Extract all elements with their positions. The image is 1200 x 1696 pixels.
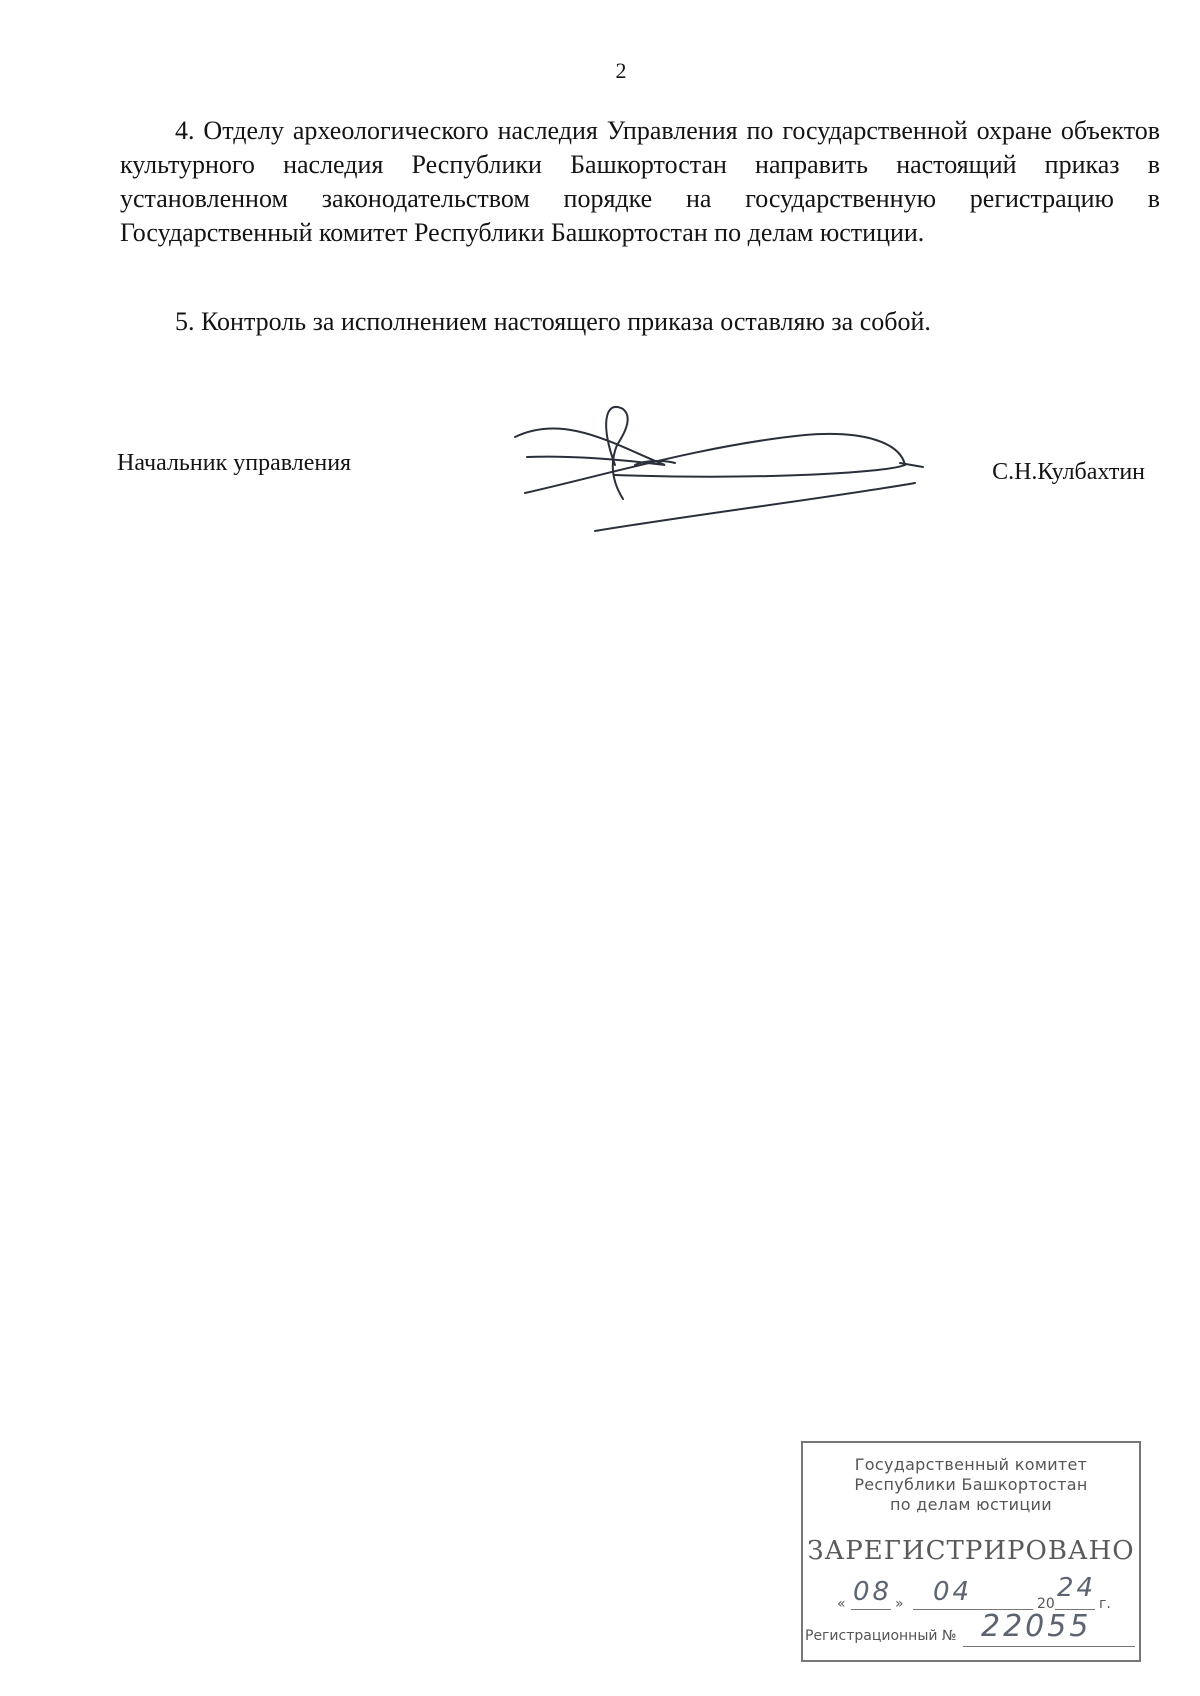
handwritten-signature <box>505 405 925 535</box>
paragraph-4 <box>120 114 1160 250</box>
stamp-reg-label: Регистрационный № <box>805 1628 957 1644</box>
stamp-day: 08 <box>853 1577 893 1607</box>
stamp-month: 04 <box>933 1577 973 1607</box>
stamp-org-line: Государственный комитет <box>854 1455 1088 1474</box>
signatory-title: Начальник управления <box>117 450 352 476</box>
paragraph-5-text: 5. Контроль за исполнением настоящего приказа оставляю за собой. <box>175 307 931 336</box>
stamp-organization <box>803 1455 1139 1515</box>
stamp-org-line: по делам юстиции <box>890 1495 1052 1514</box>
stamp-year-prefix: 20 <box>1037 1596 1055 1612</box>
paragraph-4-text: 4. Отделу археологического наследия Управления по государственной охране объектов культурного наследия Республики Башкортостан направить настоящий приказ в установленном законодательством порядке на государственную регистрацию в Государственный комитет Республики Башкортостан по делам юстиции. <box>120 116 1160 247</box>
quote-open: « <box>837 1596 846 1612</box>
signatory-name: С.Н.Кулбахтин <box>992 459 1145 485</box>
paragraph-5 <box>120 305 1160 339</box>
stamp-org-line: Республики Башкортостан <box>854 1475 1088 1494</box>
stamp-year-unit: г. <box>1099 1596 1111 1612</box>
stamp-reg-number: 22055 <box>981 1609 1092 1644</box>
stamp-year-suffix: 24 <box>1057 1573 1097 1603</box>
quote-close: » <box>895 1596 904 1612</box>
stamp-status: ЗАРЕГИСТРИРОВАНО <box>807 1536 1135 1566</box>
page-number: 2 <box>615 58 627 83</box>
registration-stamp <box>801 1441 1141 1662</box>
